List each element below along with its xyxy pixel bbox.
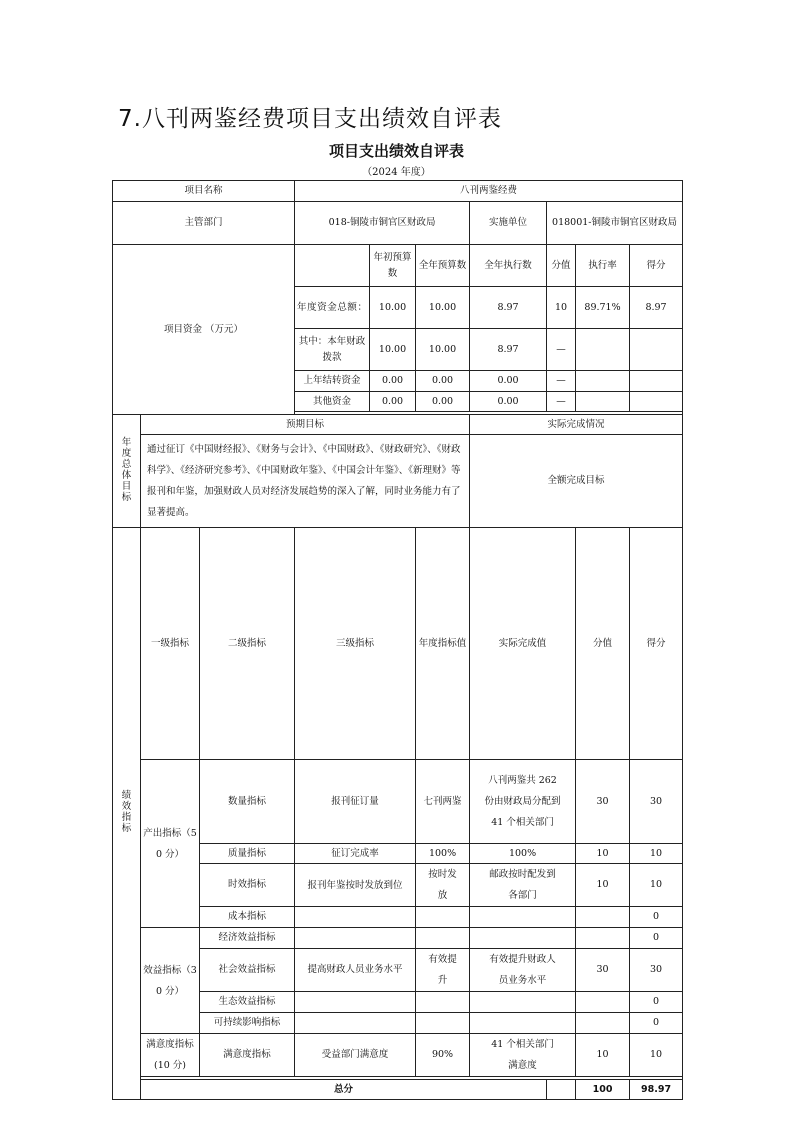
ind-level3: 受益部门满意度 xyxy=(295,1034,416,1077)
benefit-indicator-label: 效益指标（30 分） xyxy=(141,928,200,1034)
ind-level2: 生态效益指标 xyxy=(200,992,295,1013)
ind-level3: 报刊征订量 xyxy=(295,760,416,844)
ind-target: 90% xyxy=(416,1034,470,1077)
funds-header-score: 得分 xyxy=(630,245,683,287)
ind-level2: 经济效益指标 xyxy=(200,928,295,949)
goals-expected-label: 预期目标 xyxy=(141,415,470,435)
ind-level3: 征订完成率 xyxy=(295,844,416,864)
goals-expected-text: 通过征订《中国财经报》、《财务与会计》、《中国财政》、《财政研究》、《财政科学》、《经济研究参考》、《中国财政年鉴》、《中国会计年鉴》、《新理财》等报刊和年鉴，加强财政人员对经济发展趋势的深入了解，同时业务能力有了显著提高。 xyxy=(141,435,470,528)
ind-score: 0 xyxy=(630,992,683,1013)
project-name-value: 八刊两鉴经费 xyxy=(295,181,683,202)
table-title: 项目支出绩效自评表 xyxy=(328,142,464,160)
unit-label: 实施单位 xyxy=(470,202,547,245)
unit-value: 018001-铜陵市铜官区财政局 xyxy=(547,202,683,245)
funds-cell: 10 xyxy=(547,287,576,329)
funds-cell: 0.00 xyxy=(416,371,470,392)
ind-score-value: 30 xyxy=(576,760,630,844)
ind-level2: 数量指标 xyxy=(200,760,295,844)
ind-actual: 100% xyxy=(470,844,576,864)
funds-header-blank xyxy=(295,245,370,287)
ind-level2: 成本指标 xyxy=(200,907,295,928)
ind-score: 10 xyxy=(630,1034,683,1077)
ind-actual xyxy=(470,907,576,928)
ind-score: 30 xyxy=(630,949,683,992)
ind-actual xyxy=(470,992,576,1013)
funds-header-score-value: 分值 xyxy=(547,245,576,287)
ind-score-value xyxy=(576,1013,630,1034)
funds-row-label: 上年结转资金 xyxy=(295,371,370,392)
funds-cell xyxy=(576,392,630,412)
ind-header-score-value: 分值 xyxy=(576,528,630,760)
ind-level2: 满意度指标 xyxy=(200,1034,295,1077)
funds-cell: 0.00 xyxy=(416,392,470,412)
ind-target: 有效提升 xyxy=(416,949,470,992)
ind-score-value: 10 xyxy=(576,864,630,907)
ind-score-value xyxy=(576,928,630,949)
ind-header-target: 年度指标值 xyxy=(416,528,470,760)
funds-cell: 0.00 xyxy=(470,371,547,392)
total-score-value: 100 xyxy=(576,1080,630,1100)
ind-score-value: 30 xyxy=(576,949,630,992)
ind-target: 100% xyxy=(416,844,470,864)
ind-target xyxy=(416,1013,470,1034)
funds-cell xyxy=(630,329,683,371)
ind-header-level3: 三级指标 xyxy=(295,528,416,760)
ind-target: 按时发放 xyxy=(416,864,470,907)
ind-score-value: 10 xyxy=(576,844,630,864)
ind-score: 0 xyxy=(630,928,683,949)
funds-cell: 0.00 xyxy=(470,392,547,412)
ind-level3: 提高财政人员业务水平 xyxy=(295,949,416,992)
ind-header-level2: 二级指标 xyxy=(200,528,295,760)
year-note: （2024 年度） xyxy=(362,167,431,178)
ind-target xyxy=(416,907,470,928)
ind-score-value xyxy=(576,907,630,928)
funds-cell: — xyxy=(547,392,576,412)
ind-level3 xyxy=(295,992,416,1013)
ind-score: 30 xyxy=(630,760,683,844)
section-heading: 7.八刊两鉴经费项目支出绩效自评表 xyxy=(118,106,502,132)
ind-score: 0 xyxy=(630,1013,683,1034)
funds-row-label: 年度资金总额： xyxy=(295,287,370,329)
ind-actual: 八刊两鉴共 262 份由财政局分配到 41 个相关部门 xyxy=(470,760,576,844)
funds-cell: — xyxy=(547,329,576,371)
ind-actual: 41 个相关部门满意度 xyxy=(470,1034,576,1077)
total-blank xyxy=(547,1080,576,1100)
funds-cell: 0.00 xyxy=(370,392,416,412)
dept-label: 主管部门 xyxy=(113,202,295,245)
funds-header-initial: 年初预算数 xyxy=(370,245,416,287)
ind-level3 xyxy=(295,907,416,928)
funds-cell: 89.71% xyxy=(576,287,630,329)
funds-header-executed: 全年执行数 xyxy=(470,245,547,287)
ind-actual: 有效提升财政人员业务水平 xyxy=(470,949,576,992)
ind-header-score: 得分 xyxy=(630,528,683,760)
funds-cell: 8.97 xyxy=(630,287,683,329)
funds-cell xyxy=(576,371,630,392)
ind-actual: 邮政按时配发到各部门 xyxy=(470,864,576,907)
ind-actual xyxy=(470,1013,576,1034)
output-indicator-label: 产出指标（50 分） xyxy=(141,760,200,928)
dept-value: 018-铜陵市铜官区财政局 xyxy=(295,202,470,245)
ind-target xyxy=(416,992,470,1013)
funds-cell: 8.97 xyxy=(470,329,547,371)
ind-level3 xyxy=(295,1013,416,1034)
funds-cell xyxy=(630,392,683,412)
funds-cell xyxy=(576,329,630,371)
ind-target xyxy=(416,928,470,949)
funds-cell: 10.00 xyxy=(370,329,416,371)
funds-label: 项目资金 （万元） xyxy=(113,245,295,415)
ind-level2: 质量指标 xyxy=(200,844,295,864)
satisfaction-indicator-label: 满意度指标(10 分) xyxy=(141,1034,200,1077)
ind-score-value xyxy=(576,992,630,1013)
goals-actual-text: 全额完成目标 xyxy=(470,435,683,528)
funds-header-rate: 执行率 xyxy=(576,245,630,287)
funds-cell: 0.00 xyxy=(370,371,416,392)
ind-level2: 社会效益指标 xyxy=(200,949,295,992)
ind-level2: 时效指标 xyxy=(200,864,295,907)
funds-cell xyxy=(630,371,683,392)
funds-row-label: 其中：本年财政拨款 xyxy=(295,329,370,371)
ind-level3 xyxy=(295,928,416,949)
ind-header-actual: 实际完成值 xyxy=(470,528,576,760)
total-score: 98.97 xyxy=(630,1080,683,1100)
funds-row-label: 其他资金 xyxy=(295,392,370,412)
indicators-side-label: 绩效指标 xyxy=(113,528,141,1100)
ind-score-value: 10 xyxy=(576,1034,630,1077)
goals-actual-label: 实际完成情况 xyxy=(470,415,683,435)
ind-level2: 可持续影响指标 xyxy=(200,1013,295,1034)
ind-score: 10 xyxy=(630,844,683,864)
funds-cell: 10.00 xyxy=(416,287,470,329)
ind-actual xyxy=(470,928,576,949)
ind-score: 10 xyxy=(630,864,683,907)
total-label: 总分 xyxy=(141,1080,547,1100)
funds-cell: 8.97 xyxy=(470,287,547,329)
goals-side-label: 年度总体目标 xyxy=(113,415,141,528)
ind-level3: 报刊年鉴按时发放到位 xyxy=(295,864,416,907)
funds-header-full: 全年预算数 xyxy=(416,245,470,287)
funds-cell: 10.00 xyxy=(416,329,470,371)
ind-score: 0 xyxy=(630,907,683,928)
ind-target: 七刊两鉴 xyxy=(416,760,470,844)
funds-cell: 10.00 xyxy=(370,287,416,329)
self-evaluation-table xyxy=(112,180,683,1100)
funds-cell: — xyxy=(547,371,576,392)
project-name-label: 项目名称 xyxy=(113,181,295,202)
ind-header-level1: 一级指标 xyxy=(141,528,200,760)
